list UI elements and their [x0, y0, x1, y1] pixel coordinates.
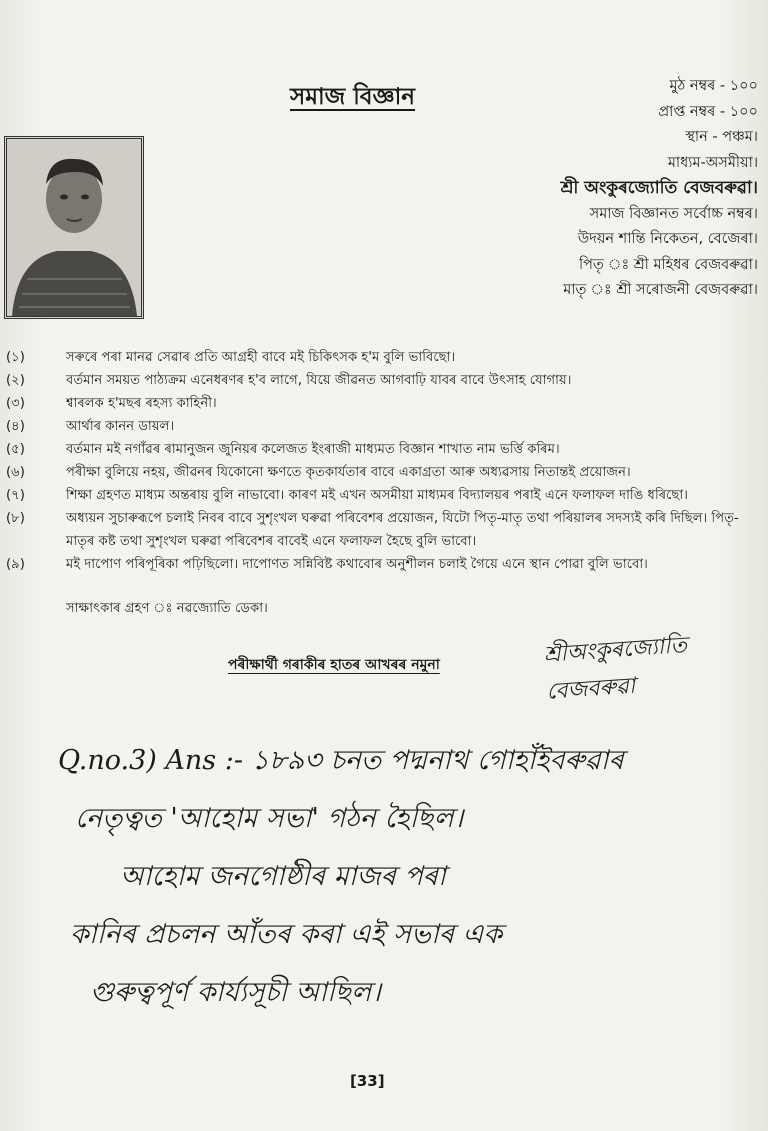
list-item: (৩) শ্বাৰলক হ'মছৰ ৰহস্য কাহিনী। — [6, 396, 217, 411]
school-name: উদয়ন শান্তি নিকেতন, বেজেৰা। — [577, 231, 758, 247]
handwriting-line: আহোম জনগোষ্ঠীৰ মাজৰ পৰা — [120, 861, 446, 892]
page-title: সমাজ বিজ্ঞান — [290, 84, 416, 110]
handwriting-line: কানিৰ প্ৰচলন আঁতৰ কৰা এই সভাৰ এক — [70, 919, 503, 950]
highest-marks-note: সমাজ বিজ্ঞানত সৰ্বোচ্চ নম্বৰ। — [589, 205, 758, 222]
father-name: পিতৃ ঃ শ্ৰী মহিধৰ বেজবৰুৱা। — [578, 256, 758, 273]
rank: স্থান - পঞ্চম। — [685, 129, 758, 145]
student-signature: শ্ৰীঅংকুৰজ্যোতি বেজবৰুৱা — [543, 632, 688, 705]
mother-name: মাতৃ ঃ শ্ৰী সৰোজনী বেজবৰুৱা। — [563, 282, 758, 298]
handwriting-line: গুৰুত্বপূৰ্ণ কাৰ্য্যসূচী আছিল। — [90, 977, 381, 1008]
obtained-marks: প্ৰাপ্ত নম্বৰ - ১০০ — [658, 103, 758, 120]
list-item: (২) বৰ্তমান সময়ত পাঠ্যক্ৰম এনেধৰণৰ হ'ব লাগে, যিয়ে জীৱনত আগবাঢ়ি যাবৰ বাবে উৎসাহ যোগায়। — [6, 373, 572, 388]
handwriting-sample — [50, 740, 740, 1030]
page-number: [33] — [350, 1072, 385, 1090]
handwriting-line: নেতৃত্বত 'আহোম সভা' গঠন হৈছিল। — [75, 803, 464, 834]
interview-answers — [6, 346, 754, 576]
student-photo-image — [7, 139, 141, 316]
student-details — [561, 74, 758, 304]
handwriting-line: Q.no.3) Ans :- ১৮৯৩ চনত পদ্মনাথ গোহাঁইবৰুৱাৰ — [58, 745, 624, 776]
list-item: (৭) শিক্ষা গ্ৰহণত মাধ্যম অন্তৰায় বুলি নাভাবো। কাৰণ মই এখন অসমীয়া মাধ্যমৰ বিদ্যালয়ৰ পৰাই এনে ফলাফল দাঙি ধৰিছো। — [6, 488, 688, 503]
list-item: (৫) বৰ্তমান মই নগাঁৱৰ ৰামানুজন জুনিয়ৰ কলেজত ইংৰাজী মাধ্যমত বিজ্ঞান শাখাত নাম ভৰ্ত্তি কৰিম। — [6, 442, 560, 457]
list-item: (৪) আৰ্থাৰ কানন ডায়ল। — [6, 419, 175, 434]
interviewer-credit: সাক্ষাৎকাৰ গ্ৰহণ ঃ নৱজ্যোতি ডেকা। — [66, 601, 268, 616]
list-item: (৮) অধ্যয়ন সুচাৰুৰূপে চলাই নিবৰ বাবে সুশৃংখল ঘৰুৱা পৰিবেশৰ প্ৰয়োজন, যিটো পিতৃ-মাতৃ তথা পৰিয়ালৰ সদস্যই কৰি দিছিল। পিতৃ-মাতৃৰ কষ্ট তথা সুশৃংখল ঘৰুৱা পৰিবেশৰ বাবেই এনে ফলাফল হৈছে বুলি ভাবো। — [6, 511, 739, 549]
student-name: শ্ৰী অংকুৰজ্যোতি বেজবৰুৱা। — [560, 178, 758, 198]
list-item: (১) সৰুৰে পৰা মানৱ সেৱাৰ প্ৰতি আগ্ৰহী বাবে মই চিকিৎসক হ'ম বুলি ভাবিছো। — [6, 350, 456, 365]
handwriting-sample-heading: পৰীক্ষাৰ্থী গৰাকীৰ হাতৰ আখৰৰ নমুনা — [228, 657, 440, 673]
student-photo — [4, 136, 144, 319]
medium: মাধ্যম-অসমীয়া। — [667, 154, 758, 171]
total-marks: মুঠ নম্বৰ - ১০০ — [669, 78, 758, 94]
list-item: (৯) মই দাপোণ পৰিপূৰিকা পঢ়িছিলো। দাপোণত সন্নিবিষ্ট কথাবোৰ অনুশীলন চলাই গৈয়ে এনে স্থান পোৱা বুলি ভাবো। — [6, 557, 648, 572]
list-item: (৬) পৰীক্ষা বুলিয়ে নহয়, জীৱনৰ যিকোনো ক্ষণতে কৃতকাৰ্যতাৰ বাবে একাগ্ৰতা আৰু অধ্যৱসায় নিতান্তই প্ৰয়োজন। — [6, 465, 631, 480]
